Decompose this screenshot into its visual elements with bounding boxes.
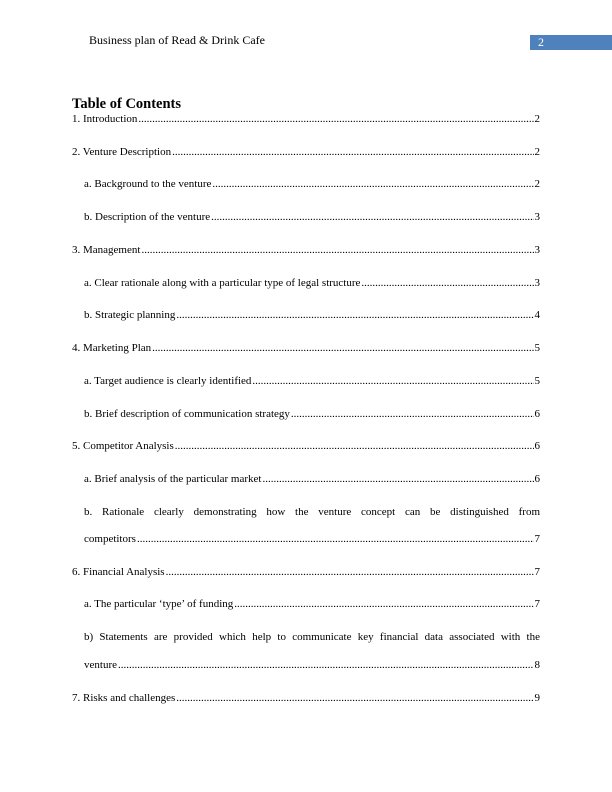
toc-leader-dots <box>211 211 533 223</box>
toc-entry-financial-analysis[interactable] <box>72 566 540 578</box>
toc-leader-dots <box>175 440 534 452</box>
toc-entry-funding-type[interactable] <box>84 598 540 610</box>
toc-entry-page: 8 <box>534 659 540 671</box>
toc-entry-label: b. Description of the venture <box>84 211 211 223</box>
toc-entry-page: 7 <box>534 566 540 578</box>
toc-entry-page: 4 <box>534 309 540 321</box>
toc-entry-page: 2 <box>534 178 540 190</box>
page-number-badge: 2 <box>530 35 612 50</box>
toc-leader-dots <box>361 277 533 289</box>
toc-entry-page: 6 <box>534 473 540 485</box>
toc-entry-label: a. Brief analysis of the particular market <box>84 473 262 485</box>
toc-entry-page: 6 <box>534 440 540 452</box>
toc-entry-label: a. Background to the venture <box>84 178 212 190</box>
toc-leader-dots <box>234 598 533 610</box>
toc-entry-page: 7 <box>534 533 540 545</box>
toc-leader-dots <box>118 659 534 671</box>
toc-entry-label: b. Brief description of communication strategy <box>84 408 290 420</box>
toc-entry-page: 2 <box>534 146 540 158</box>
toc-entry-label: 1. Introduction <box>72 113 138 125</box>
toc-heading: Table of Contents <box>72 96 182 112</box>
toc-entry-label: b. Strategic planning <box>84 309 176 321</box>
toc-entry-page: 5 <box>534 342 540 354</box>
toc-leader-dots <box>176 692 533 704</box>
toc-leader-dots <box>291 408 534 420</box>
toc-entry-target-audience[interactable] <box>84 375 540 387</box>
toc-entry-label: 3. Management <box>72 244 141 256</box>
toc-entry-venture-description[interactable] <box>72 146 540 158</box>
toc-entry-management[interactable] <box>72 244 540 256</box>
toc-entry-page: 5 <box>534 375 540 387</box>
toc-entry-market-analysis[interactable] <box>84 473 540 485</box>
toc-entry-label: a. Clear rationale along with a particular type of legal structure <box>84 277 361 289</box>
toc-entry-competitor-analysis[interactable] <box>72 440 540 452</box>
toc-entry-page: 3 <box>534 211 540 223</box>
toc-entry-background[interactable] <box>84 178 540 190</box>
toc-leader-dots <box>252 375 533 387</box>
toc-leader-dots <box>212 178 533 190</box>
toc-entry-page: 2 <box>534 113 540 125</box>
toc-entry-communication-strategy[interactable] <box>84 408 540 420</box>
toc-leader-dots <box>172 146 533 158</box>
toc-leader-dots <box>137 533 534 545</box>
toc-entry-page: 3 <box>534 277 540 289</box>
toc-entry-statements[interactable] <box>84 659 540 671</box>
toc-entry-page: 3 <box>534 244 540 256</box>
toc-leader-dots <box>176 309 533 321</box>
toc-entry-introduction[interactable] <box>72 113 540 125</box>
toc-entry-risks[interactable] <box>72 692 540 704</box>
toc-entry-label: 5. Competitor Analysis <box>72 440 174 452</box>
toc-entry-strategic-planning[interactable] <box>84 309 540 321</box>
toc-entry-label: 7. Risks and challenges <box>72 692 176 704</box>
toc-entry-page: 7 <box>534 598 540 610</box>
toc-entry-page: 9 <box>534 692 540 704</box>
toc-leader-dots <box>141 244 533 256</box>
toc-entry-legal-structure[interactable] <box>84 277 540 289</box>
toc-leader-dots <box>166 566 534 578</box>
toc-entry-page: 6 <box>534 408 540 420</box>
toc-entry-rationale-line1[interactable]: b. Rationale clearly demonstrating how the venture concept can be distinguished from <box>84 506 540 518</box>
toc-entry-label: a. Target audience is clearly identified <box>84 375 252 387</box>
toc-entry-description[interactable] <box>84 211 540 223</box>
toc-leader-dots <box>138 113 533 125</box>
toc-leader-dots <box>262 473 533 485</box>
running-header-title: Business plan of Read & Drink Cafe <box>89 33 265 47</box>
toc-entry-label: venture <box>84 659 117 671</box>
toc-entry-label: 6. Financial Analysis <box>72 566 165 578</box>
toc-entry-rationale[interactable] <box>84 533 540 545</box>
toc-entry-label: 2. Venture Description <box>72 146 172 158</box>
toc-entry-label: competitors <box>84 533 136 545</box>
toc-entry-marketing-plan[interactable] <box>72 342 540 354</box>
toc-entry-label: a. The particular ‘type’ of funding <box>84 598 234 610</box>
toc-entry-label: 4. Marketing Plan <box>72 342 152 354</box>
toc-leader-dots <box>152 342 533 354</box>
toc-entry-statements-line1[interactable]: b) Statements are provided which help to communicate key financial data associated with the <box>84 631 540 643</box>
